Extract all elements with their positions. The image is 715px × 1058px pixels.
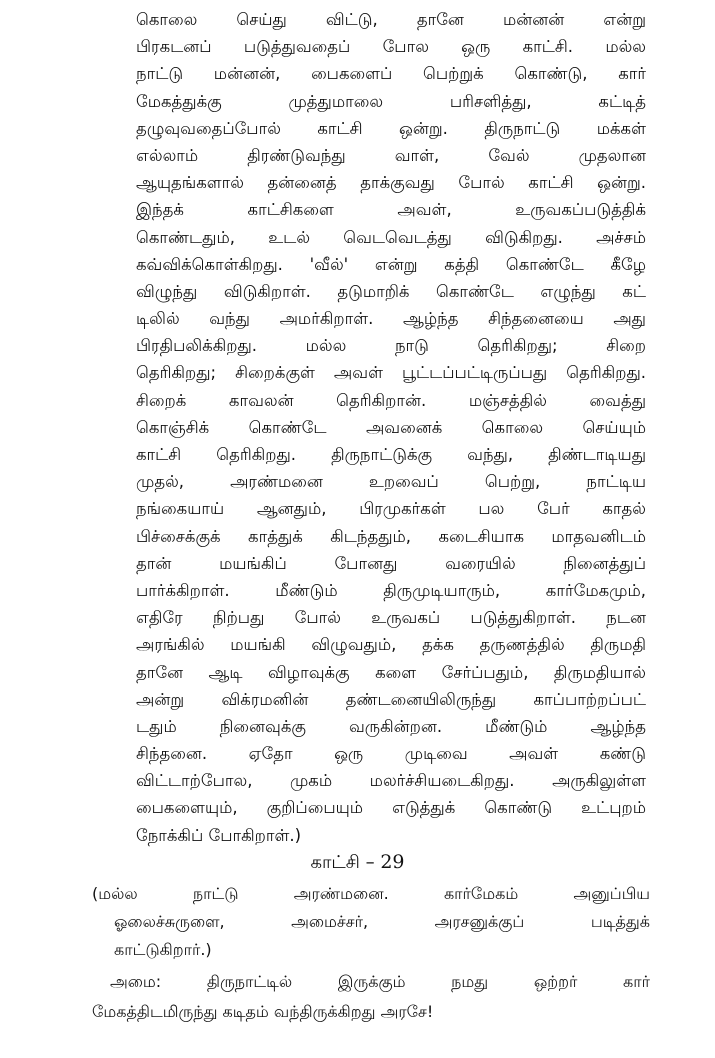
paragraph-line: அன்று விக்ரமனின் தண்டனையிலிருந்து காப்பாற்றப்பட் bbox=[136, 689, 646, 709]
paragraph-line: சிறைக் காவலன் தெரிகிறான். மஞ்சத்தில் வைத்து bbox=[136, 390, 646, 410]
dialogue-line: அமை: திருநாட்டில் இருக்கும் நமது ஒற்றர் கார் bbox=[110, 972, 650, 991]
dialogue-line: மேகத்திடமிருந்து கடிதம் வந்திருக்கிறது அரசே! bbox=[92, 1002, 434, 1021]
paragraph-line: கொஞ்சிக் கொண்டே அவனைக் கொலை செய்யும் bbox=[136, 417, 646, 437]
paragraph-line: பிரகடனப் படுத்துவதைப் போல ஒரு காட்சி. மல்ல bbox=[136, 37, 646, 57]
paragraph-line: முதல், அரண்மனை உறவைப் பெற்று, நாட்டிய bbox=[136, 472, 646, 492]
dialogue-block bbox=[92, 967, 650, 1027]
paragraph-line: பார்க்கிறாள். மீண்டும் திருமுடியாரும், கார்மேகமும், bbox=[136, 580, 646, 600]
stage-direction-line: காட்டுகிறார்.) bbox=[114, 940, 212, 959]
paragraph-line: கொண்டதும், உடல் வெடவெடத்து விடுகிறது. அச்சம் bbox=[136, 227, 646, 247]
paragraph-line: நாட்டு மன்னன், பைகளைப் பெற்றுக் கொண்டு, கார் bbox=[136, 64, 646, 84]
paragraph-line: ஆயுதங்களால் தன்னைத் தாக்குவது போல் காட்சி ஒன்று. bbox=[136, 173, 646, 193]
body-paragraph bbox=[136, 6, 646, 849]
paragraph-line: சிந்தனை. ஏதோ ஒரு முடிவை அவள் கண்டு bbox=[136, 744, 646, 764]
scene-heading-label: காட்சி bbox=[310, 852, 360, 873]
paragraph-line: டதும் நினைவுக்கு வருகின்றன. மீண்டும் ஆழ்ந்த bbox=[136, 716, 646, 736]
paragraph-line: பிச்சைக்குக் காத்துக் கிடந்ததும், கடைசியாக மாதவனிடம் bbox=[136, 526, 646, 546]
scene-heading bbox=[0, 848, 715, 877]
paragraph-line: காட்சி தெரிகிறது. திருநாட்டுக்கு வந்து, திண்டாடியது bbox=[136, 445, 646, 464]
paragraph-line: கவ்விக்கொள்கிறது. 'வீல்' என்று கத்தி கொண்டே கீழே bbox=[136, 254, 646, 274]
paragraph-line: மேகத்துக்கு முத்துமாலை பரிசளித்து, கட்டித் bbox=[136, 91, 646, 111]
paragraph-line: தழுவுவதைப்போல் காட்சி ஒன்று. திருநாட்டு மக்கள் bbox=[136, 118, 646, 138]
stage-direction-line: ஓலைச்சுருளை, அமைச்சர், அரசனுக்குப் படித்துக் bbox=[114, 912, 650, 931]
paragraph-line: எல்லாம் திரண்டுவந்து வாள், வேல் முதலான bbox=[136, 145, 646, 165]
paragraph-line: பிரதிபலிக்கிறது. மல்ல நாடு தெரிகிறது; சிறை bbox=[136, 336, 646, 356]
scene-heading-dash: – bbox=[365, 852, 375, 873]
paragraph-line: தெரிகிறது; சிறைக்குள் அவள் பூட்டப்பட்டிருப்பது தெரிகிறது. bbox=[136, 363, 646, 383]
paragraph-line: அரங்கில் மயங்கி விழுவதும், தக்க தருணத்தில் திருமதி bbox=[136, 635, 646, 655]
paragraph-line: நங்கையாய் ஆனதும், பிரமுகர்கள் பல பேர் காதல் bbox=[136, 499, 646, 519]
paragraph-line: எதிரே நிற்பது போல் உருவகப் படுத்துகிறாள். நடன bbox=[136, 608, 646, 628]
paragraph-line: டிலில் வந்து அமர்கிறாள். ஆழ்ந்த சிந்தனையை அது bbox=[136, 309, 646, 329]
paragraph-line: பைகளையும், குறிப்பையும் எடுத்துக் கொண்டு உட்புறம் bbox=[136, 798, 646, 818]
paragraph-line: தானே ஆடி விழாவுக்கு களை சேர்ப்பதும், திருமதியால் bbox=[136, 662, 646, 682]
stage-direction-line: (மல்ல நாட்டு அரண்மனை. கார்மேகம் அனுப்பிய bbox=[92, 884, 650, 903]
paragraph-line: தான் மயங்கிப் போனது வரையில் நினைத்துப் bbox=[136, 553, 646, 573]
scene-heading-number: 29 bbox=[380, 851, 405, 873]
paragraph-line: விழுந்து விடுகிறாள். தடுமாறிக் கொண்டே எழுந்து கட் bbox=[136, 281, 646, 301]
paragraph-line: விட்டாற்போல, முகம் மலர்ச்சியடைகிறது. அருகிலுள்ள bbox=[136, 771, 646, 791]
paragraph-line: இந்தக் காட்சிகளை அவள், உருவகப்படுத்திக் bbox=[136, 200, 646, 220]
stage-direction bbox=[92, 880, 650, 964]
paragraph-line: கொலை செய்து விட்டு, தானே மன்னன் என்று bbox=[136, 10, 646, 29]
paragraph-line: நோக்கிப் போகிறாள்.) bbox=[136, 825, 302, 845]
